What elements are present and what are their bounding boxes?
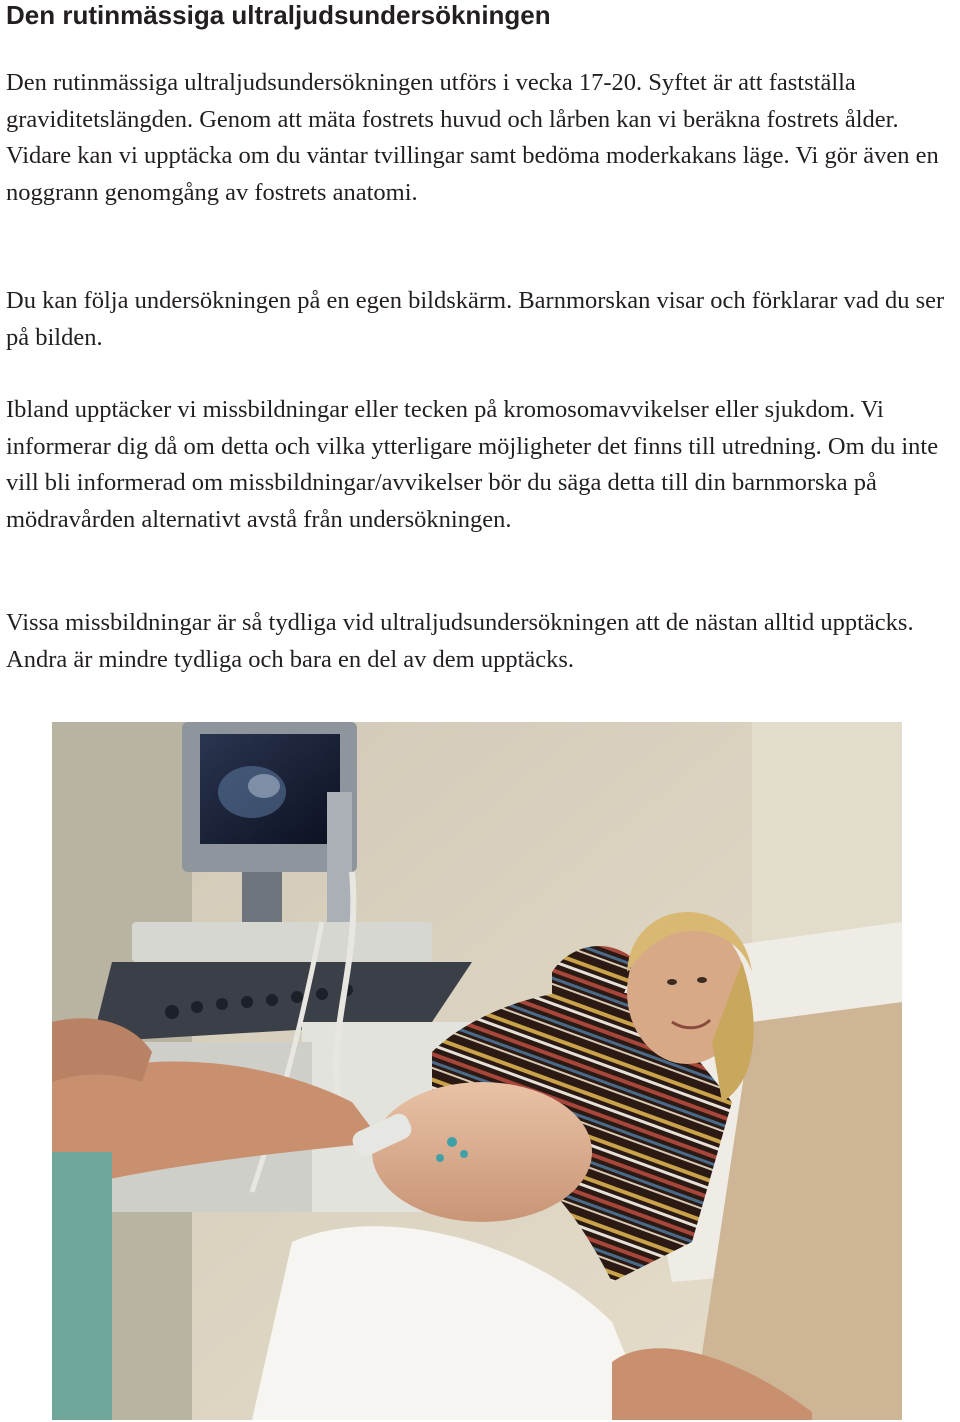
document-title: Den rutinmässiga ultraljudsundersökningen [6,0,551,30]
ultrasound-examination-photo [52,722,902,1420]
paragraph-findings: Ibland upptäcker vi missbildningar eller tecken på kromosomavvikelser eller sjukdom. Vi informerar dig då om detta och vilka ytterligare möjligheter det finns till utredning. Om du inte vill bli informerad om missbildningar/avvikelser bör du säga detta till din barnmorska på mödravården alternativt avstå från undersökningen. [6,396,939,533]
paragraph-monitor: Du kan följa undersökningen på en egen bildskärm. Barnmorskan visar och förklarar vad du ser på bilden. [6,287,945,351]
paragraph-detection: Vissa missbildningar är så tydliga vid ultraljudsundersökningen att de nästan alltid upptäcks. Andra är mindre tydliga och bara en del av dem upptäcks. [6,609,914,673]
paragraph-purpose: Den rutinmässiga ultraljudsundersökningen utförs i vecka 17-20. Syftet är att fastställa graviditetslängden. Genom att mäta fostrets huvud och lårben kan vi beräkna fostrets ålder. Vidare kan vi upptäcka om du väntar tvillingar samt bedöma moderkakans läge. Vi gör även en noggrann genomgång av fostrets anatomi. [6,69,939,206]
